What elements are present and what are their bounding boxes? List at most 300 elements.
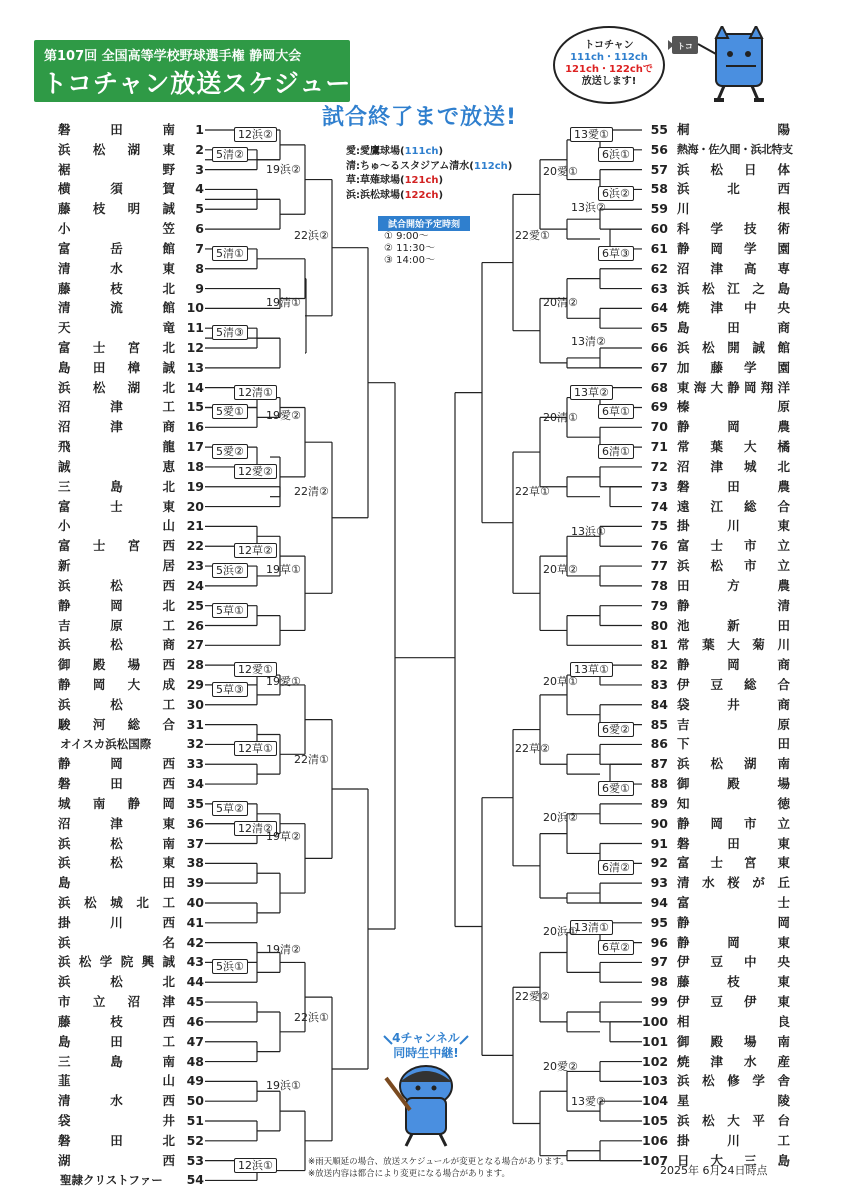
team-name: 清水西 bbox=[58, 1093, 175, 1109]
team-name: 藤枝東 bbox=[677, 974, 790, 990]
team-name: 東海大静岡翔洋 bbox=[677, 379, 790, 395]
team-name: 袋井 bbox=[58, 1113, 175, 1128]
team-name: 科学技術 bbox=[677, 221, 790, 237]
team-number: 105 bbox=[642, 1113, 669, 1128]
team-name: 富士宮東 bbox=[677, 855, 790, 871]
footnotes bbox=[308, 1156, 569, 1180]
team-number: 1 bbox=[195, 122, 204, 137]
team-row bbox=[0, 952, 800, 972]
team-row bbox=[0, 834, 800, 854]
team-name: 浜北西 bbox=[677, 181, 790, 197]
match-label: 19草② bbox=[266, 830, 301, 843]
team-name: 浜松開誠館 bbox=[677, 340, 790, 356]
team-name: 沼津東 bbox=[58, 815, 175, 831]
team-name: 磐田南 bbox=[58, 122, 175, 137]
team-name: 静岡農 bbox=[677, 419, 790, 435]
team-number: 83 bbox=[650, 676, 668, 692]
team-number: 21 bbox=[186, 518, 204, 534]
match-label: 13愛① bbox=[570, 127, 613, 142]
team-name: 遠江総合 bbox=[677, 498, 790, 514]
match-label: 5清③ bbox=[212, 325, 248, 340]
team-name: 市立沼津 bbox=[58, 994, 175, 1010]
match-label: 12愛② bbox=[234, 464, 277, 479]
team-number: 13 bbox=[186, 359, 204, 375]
team-name: 三島南 bbox=[58, 1053, 175, 1069]
team-number: 97 bbox=[650, 954, 668, 970]
team-number: 42 bbox=[186, 934, 204, 950]
team-name: 榛原 bbox=[677, 399, 790, 415]
team-number: 81 bbox=[650, 637, 668, 653]
match-label: 6愛② bbox=[598, 722, 634, 737]
team-number: 16 bbox=[186, 419, 204, 435]
match-label: 6草② bbox=[598, 940, 634, 955]
team-number: 80 bbox=[650, 617, 668, 633]
team-name: 御殿場南 bbox=[677, 1033, 790, 1049]
match-label: 12愛① bbox=[234, 662, 277, 677]
footnote-1: ※雨天順延の場合、放送スケジュールが変更となる場合があります。 bbox=[308, 1157, 569, 1167]
legend-row: 草:草薙球場(121ch) bbox=[346, 175, 444, 186]
team-name: 裾野 bbox=[58, 161, 175, 177]
team-name: 浜松日体 bbox=[677, 161, 790, 177]
team-name: 田方農 bbox=[677, 577, 790, 593]
match-label: 20愛① bbox=[543, 165, 578, 178]
team-name: 星陵 bbox=[677, 1093, 790, 1109]
match-label: 20草① bbox=[543, 675, 578, 688]
match-label: 12清② bbox=[234, 821, 277, 836]
team-number: 38 bbox=[186, 855, 204, 871]
team-row bbox=[0, 1170, 210, 1190]
team-number: 20 bbox=[186, 498, 204, 514]
team-name: 御殿場西 bbox=[58, 657, 175, 673]
start-time-3: ③ 14:00～ bbox=[384, 255, 435, 266]
team-number: 44 bbox=[186, 974, 204, 990]
team-number: 33 bbox=[186, 756, 204, 772]
match-label: 20清② bbox=[543, 296, 578, 309]
match-label: 12草① bbox=[234, 741, 277, 756]
team-number: 30 bbox=[186, 696, 204, 712]
team-name: 清流館 bbox=[58, 300, 175, 316]
match-label: 6清① bbox=[598, 444, 634, 459]
team-number: 53 bbox=[186, 1152, 204, 1168]
team-name: 相良 bbox=[677, 1013, 790, 1029]
team-name: 浜松湖南 bbox=[677, 756, 790, 772]
team-name: 沼津商 bbox=[58, 419, 175, 435]
team-name: 日大三島 bbox=[677, 1152, 790, 1168]
team-name: 湖西 bbox=[58, 1152, 175, 1168]
team-name: 静岡東 bbox=[677, 934, 790, 950]
team-row bbox=[0, 913, 800, 933]
team-number: 50 bbox=[186, 1093, 204, 1109]
team-name: 知徳 bbox=[677, 795, 790, 811]
team-number: 99 bbox=[650, 994, 668, 1010]
team-name: 飛龍 bbox=[58, 439, 175, 455]
match-label: 6清② bbox=[598, 860, 634, 875]
team-number: 46 bbox=[186, 1013, 204, 1029]
footnote-2: ※放送内容は都合により変更になる場合があります。 bbox=[308, 1169, 510, 1179]
legend-row: 浜:浜松球場(122ch) bbox=[346, 189, 444, 201]
team-name: 藤枝明誠 bbox=[58, 201, 175, 217]
match-label: 6草③ bbox=[598, 246, 634, 261]
team-row bbox=[0, 239, 800, 259]
team-name: 浜松修学舎 bbox=[677, 1073, 790, 1089]
team-number: 35 bbox=[186, 795, 204, 811]
team-name: 新居 bbox=[58, 558, 175, 574]
team-row bbox=[0, 1032, 800, 1052]
team-number: 103 bbox=[642, 1073, 669, 1089]
team-number: 28 bbox=[186, 657, 204, 673]
team-number: 45 bbox=[186, 994, 204, 1010]
match-label: 12清① bbox=[234, 385, 277, 400]
headline: 試合終了まで放送! bbox=[322, 105, 518, 130]
team-row bbox=[0, 616, 800, 636]
team-name: 富士市立 bbox=[677, 538, 790, 554]
team-number: 76 bbox=[650, 538, 668, 554]
team-number: 62 bbox=[650, 260, 668, 276]
team-row bbox=[0, 972, 800, 992]
team-name: 沼津高専 bbox=[677, 260, 790, 276]
team-name: 袋井商 bbox=[677, 696, 790, 712]
match-label: 5愛① bbox=[212, 404, 248, 419]
team-name: 静岡市立 bbox=[677, 815, 790, 831]
match-label: 19浜① bbox=[266, 1079, 301, 1092]
team-number: 79 bbox=[650, 597, 668, 613]
team-number: 85 bbox=[650, 716, 668, 732]
live-badge-line2: 同時生中継! bbox=[393, 1046, 459, 1060]
team-name: 聖隷クリストファー bbox=[60, 1173, 163, 1188]
team-row bbox=[0, 160, 800, 180]
match-label: 5草③ bbox=[212, 682, 248, 697]
team-row bbox=[0, 338, 800, 358]
team-name: 天竜 bbox=[58, 320, 175, 336]
team-number: 59 bbox=[650, 201, 668, 217]
team-number: 77 bbox=[650, 558, 668, 574]
match-label: 19愛① bbox=[266, 675, 301, 688]
team-name: 浜松湖北 bbox=[58, 379, 175, 395]
team-number: 57 bbox=[650, 161, 668, 177]
team-name: 吉原工 bbox=[58, 617, 175, 633]
team-number: 7 bbox=[195, 240, 204, 256]
match-label: 19愛② bbox=[266, 409, 301, 422]
team-number: 61 bbox=[650, 240, 668, 256]
team-name: 静岡 bbox=[677, 914, 790, 930]
team-number: 60 bbox=[650, 221, 668, 237]
match-label: 20清① bbox=[543, 411, 578, 424]
team-number: 3 bbox=[195, 161, 204, 177]
team-number: 64 bbox=[650, 300, 668, 316]
team-name: 沼津城北 bbox=[677, 458, 790, 474]
match-label: 20草② bbox=[543, 563, 578, 576]
team-number: 48 bbox=[186, 1053, 204, 1069]
team-number: 73 bbox=[650, 478, 668, 494]
team-name: 静清 bbox=[677, 597, 790, 613]
team-number: 95 bbox=[650, 914, 668, 930]
team-row bbox=[0, 477, 800, 497]
team-row bbox=[0, 279, 800, 299]
team-row bbox=[0, 675, 800, 695]
team-number: 32 bbox=[186, 736, 204, 752]
team-row bbox=[0, 853, 800, 873]
team-name: 小笠 bbox=[58, 221, 175, 237]
team-number: 68 bbox=[650, 379, 668, 395]
team-name: 掛川工 bbox=[677, 1132, 790, 1148]
match-label: 22草① bbox=[515, 485, 550, 498]
team-name: 三島北 bbox=[58, 478, 175, 494]
team-name: 吉原 bbox=[677, 716, 790, 732]
team-name: 韮山 bbox=[58, 1073, 175, 1089]
team-row bbox=[0, 635, 800, 655]
team-name: 誠恵 bbox=[58, 458, 175, 474]
team-name: 浜松南 bbox=[58, 835, 175, 851]
team-number: 71 bbox=[650, 439, 668, 455]
team-name: 富士東 bbox=[58, 498, 175, 514]
team-number: 24 bbox=[186, 577, 204, 593]
team-number: 47 bbox=[186, 1033, 204, 1049]
team-number: 55 bbox=[650, 122, 668, 137]
team-name: 富士宮西 bbox=[58, 538, 175, 554]
team-name: 磐田東 bbox=[677, 835, 790, 851]
team-name: 浜松城北工 bbox=[58, 894, 175, 910]
team-number: 27 bbox=[186, 637, 204, 653]
team-name: 浜松東 bbox=[58, 855, 175, 871]
team-name: 下田 bbox=[677, 736, 790, 752]
team-name: 浜名 bbox=[58, 934, 175, 950]
team-number: 89 bbox=[650, 795, 668, 811]
team-number: 63 bbox=[650, 280, 668, 296]
team-row bbox=[0, 893, 800, 913]
team-name: 伊豆総合 bbox=[677, 676, 790, 692]
team-number: 11 bbox=[186, 320, 204, 336]
team-row bbox=[0, 933, 800, 953]
start-time-2: ② 11:30～ bbox=[384, 243, 435, 254]
match-label: 22清② bbox=[294, 485, 329, 498]
team-number: 10 bbox=[186, 300, 204, 316]
match-label: 12草② bbox=[234, 543, 277, 558]
team-name: 磐田北 bbox=[58, 1132, 175, 1148]
team-number: 91 bbox=[650, 835, 668, 851]
team-row bbox=[0, 715, 800, 735]
title-line2: トコチャン放送スケジュール bbox=[42, 69, 377, 98]
team-number: 12 bbox=[186, 340, 204, 356]
team-row bbox=[0, 536, 800, 556]
team-number: 34 bbox=[186, 776, 204, 792]
team-number: 18 bbox=[186, 458, 204, 474]
match-label: 20浜① bbox=[543, 925, 578, 938]
team-number: 6 bbox=[195, 221, 204, 237]
match-label: 6浜① bbox=[598, 147, 634, 162]
team-number: 39 bbox=[186, 875, 204, 891]
team-number: 94 bbox=[650, 894, 668, 910]
title-line1: 第107回 全国高等学校野球選手権 静岡大会 bbox=[44, 49, 302, 64]
live-badge-line1: 4チャンネル bbox=[392, 1031, 460, 1045]
team-row bbox=[0, 140, 800, 160]
team-name: 焼津中央 bbox=[677, 300, 790, 316]
match-label: 5浜② bbox=[212, 563, 248, 578]
team-name: 駿河総合 bbox=[58, 716, 175, 732]
team-number: 102 bbox=[642, 1053, 669, 1069]
match-label: 13浜② bbox=[571, 201, 606, 214]
team-number: 26 bbox=[186, 617, 204, 633]
team-row bbox=[0, 1012, 800, 1032]
team-name: 富士宮北 bbox=[58, 340, 175, 356]
team-number: 67 bbox=[650, 359, 668, 375]
match-label: 13清① bbox=[570, 920, 613, 935]
match-label: 22愛① bbox=[515, 229, 550, 242]
team-name: 静岡北 bbox=[58, 597, 175, 613]
team-number: 98 bbox=[650, 974, 668, 990]
team-row bbox=[0, 1052, 800, 1072]
team-name: 清水東 bbox=[58, 260, 175, 276]
team-name: 浜松江之島 bbox=[677, 280, 790, 296]
team-row bbox=[0, 992, 800, 1012]
camera-label: トコ bbox=[677, 42, 693, 51]
start-times-header: 試合開始予定時刻 bbox=[378, 216, 470, 231]
match-label: 19草① bbox=[266, 563, 301, 576]
team-number: 58 bbox=[650, 181, 668, 197]
team-name: 富士 bbox=[677, 894, 790, 910]
team-number: 52 bbox=[186, 1132, 204, 1148]
match-label: 13愛② bbox=[571, 1095, 606, 1108]
team-number: 87 bbox=[650, 756, 668, 772]
team-number: 92 bbox=[650, 855, 668, 871]
team-number: 104 bbox=[642, 1093, 669, 1109]
team-row bbox=[0, 1111, 800, 1131]
team-name: 静岡西 bbox=[58, 756, 175, 772]
team-number: 84 bbox=[650, 696, 668, 712]
team-row bbox=[0, 120, 800, 140]
team-number: 96 bbox=[650, 934, 668, 950]
team-row bbox=[0, 378, 800, 398]
team-number: 15 bbox=[186, 399, 204, 415]
team-name: 常葉大菊川 bbox=[677, 637, 790, 653]
team-row bbox=[0, 298, 800, 318]
team-row bbox=[0, 219, 800, 239]
team-name: 横須賀 bbox=[58, 181, 175, 197]
team-name: 静岡大成 bbox=[58, 676, 175, 692]
date-stamp: 2025年 6月24日時点 bbox=[660, 1164, 768, 1177]
team-row bbox=[0, 734, 800, 754]
team-name: 伊豆伊東 bbox=[677, 994, 790, 1010]
team-name: 常葉大橘 bbox=[677, 439, 790, 455]
team-row bbox=[0, 754, 800, 774]
team-number: 29 bbox=[186, 676, 204, 692]
bubble-line3: 121ch・122chで bbox=[565, 64, 653, 75]
team-number: 14 bbox=[186, 379, 204, 395]
team-name: 浜松市立 bbox=[677, 558, 790, 574]
match-label: 6浜② bbox=[598, 186, 634, 201]
team-row bbox=[0, 497, 800, 517]
start-time-1: ① 9:00～ bbox=[384, 231, 429, 242]
team-number: 90 bbox=[650, 815, 668, 831]
team-name: 静岡商 bbox=[677, 657, 790, 673]
team-row bbox=[0, 318, 800, 338]
team-number: 100 bbox=[642, 1013, 669, 1029]
team-number: 88 bbox=[650, 776, 668, 792]
bubble-line4: 放送します! bbox=[581, 76, 637, 87]
match-label: 13草② bbox=[570, 385, 613, 400]
match-label: 22浜② bbox=[294, 229, 329, 242]
team-number: 56 bbox=[650, 141, 668, 157]
team-name: 清水桜が丘 bbox=[677, 875, 790, 891]
team-number: 36 bbox=[186, 815, 204, 831]
match-label: 19清② bbox=[266, 943, 301, 956]
team-name: 浜松学院興誠 bbox=[58, 954, 175, 970]
team-row bbox=[0, 1131, 800, 1151]
match-label: 19清① bbox=[266, 296, 301, 309]
team-row bbox=[0, 179, 800, 199]
match-label: 13清② bbox=[571, 335, 606, 348]
team-name: 磐田西 bbox=[58, 776, 175, 792]
team-name: 伊豆中央 bbox=[677, 954, 790, 970]
team-name: 熱海・佐久間・浜北特支 bbox=[677, 142, 793, 156]
team-name: 島田 bbox=[58, 875, 175, 891]
team-number: 66 bbox=[650, 340, 668, 356]
team-name: 小山 bbox=[58, 518, 175, 534]
team-name: 加藤学園 bbox=[677, 359, 790, 375]
team-name: 浜松西 bbox=[58, 577, 175, 593]
team-number: 8 bbox=[195, 260, 204, 276]
team-number: 78 bbox=[650, 577, 668, 593]
match-label: 5清① bbox=[212, 246, 248, 261]
team-row bbox=[0, 437, 800, 457]
team-name: 桐陽 bbox=[677, 122, 790, 137]
team-row bbox=[0, 199, 800, 219]
team-row bbox=[0, 417, 800, 437]
match-label: 5清② bbox=[212, 147, 248, 162]
team-number: 72 bbox=[650, 458, 668, 474]
team-number: 9 bbox=[195, 280, 204, 296]
team-number: 5 bbox=[195, 201, 204, 217]
match-label: 20浜② bbox=[543, 811, 578, 824]
match-label: 19浜② bbox=[266, 163, 301, 176]
bubble-line1: トコチャン bbox=[584, 40, 634, 51]
team-name: 浜松商 bbox=[58, 637, 175, 653]
team-number: 65 bbox=[650, 320, 668, 336]
match-label: 22愛② bbox=[515, 990, 550, 1003]
team-name: 富岳館 bbox=[58, 240, 175, 256]
team-name: 島田商 bbox=[677, 320, 790, 336]
team-name: 浜松大平台 bbox=[677, 1113, 790, 1128]
match-label: 22清① bbox=[294, 753, 329, 766]
team-name: 川根 bbox=[677, 201, 790, 217]
team-row bbox=[0, 873, 800, 893]
match-label: 22草② bbox=[515, 742, 550, 755]
team-number: 41 bbox=[186, 914, 204, 930]
team-number: 69 bbox=[650, 399, 668, 415]
match-label: 6愛① bbox=[598, 781, 634, 796]
team-name: 城南静岡 bbox=[58, 795, 175, 811]
team-number: 49 bbox=[186, 1073, 204, 1089]
match-label: 22浜① bbox=[294, 1011, 329, 1024]
match-label: 13草① bbox=[570, 662, 613, 677]
team-row bbox=[0, 259, 800, 279]
match-label: 5浜① bbox=[212, 959, 248, 974]
match-label: 5愛② bbox=[212, 444, 248, 459]
team-name: 掛川東 bbox=[677, 518, 790, 534]
team-number: 22 bbox=[186, 538, 204, 554]
team-number: 31 bbox=[186, 716, 204, 732]
team-name: 磐田農 bbox=[677, 478, 790, 494]
match-label: 5草② bbox=[212, 801, 248, 816]
team-number: 107 bbox=[642, 1152, 669, 1168]
team-row bbox=[0, 397, 800, 417]
team-number: 82 bbox=[650, 657, 668, 673]
team-number: 17 bbox=[186, 439, 204, 455]
team-number: 86 bbox=[650, 736, 668, 752]
team-number: 4 bbox=[195, 181, 204, 197]
team-name: 浜松湖東 bbox=[58, 141, 175, 157]
team-number: 25 bbox=[186, 597, 204, 613]
team-number: 106 bbox=[642, 1132, 669, 1148]
